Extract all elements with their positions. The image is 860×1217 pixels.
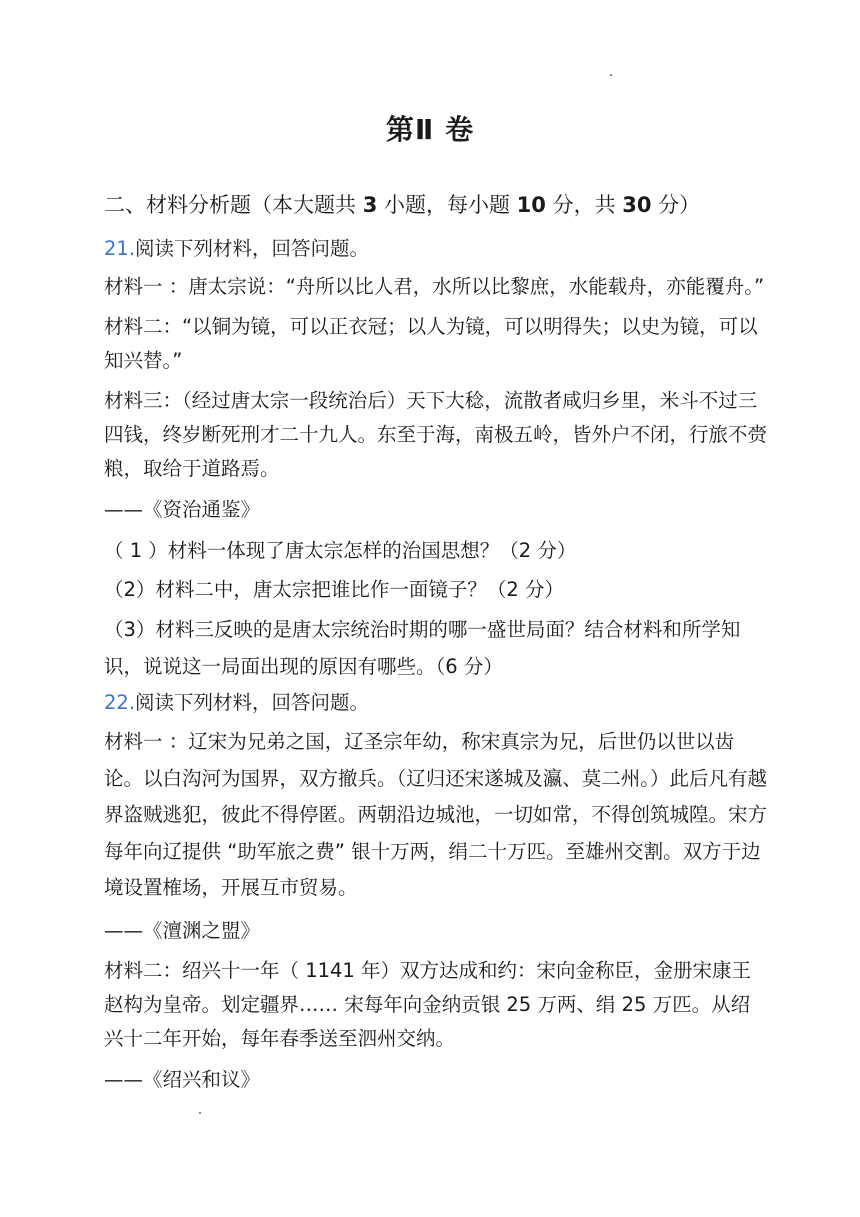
- scan-dot: [199, 1112, 201, 1114]
- question-prompt-text: 阅读下列材料，回答问题。: [135, 691, 370, 714]
- document-body: [104, 188, 769, 1103]
- question-21-prompt: [104, 231, 769, 266]
- q21-subquestion-3: （3）材料三反映的是唐太宗统治时期的哪一盛世局面？结合材料和所学知识，说说这一局面出现的原因有哪些。（6 分）: [104, 618, 741, 678]
- q22-source-1: ——《澶渊之盟》: [104, 918, 261, 942]
- q21-source: ——《资治通鉴》: [104, 498, 261, 521]
- heading-count: 3: [362, 193, 378, 217]
- heading-points-each: 10: [516, 193, 546, 217]
- heading-points-total: 30: [622, 193, 652, 217]
- question-prompt-text: 阅读下列材料，回答问题。: [135, 237, 370, 260]
- q21-material-1: 材料一 ：唐太宗说：“舟所以比人君，水所以比黎庶，水能载舟，亦能覆舟。”: [104, 275, 765, 298]
- heading-text: 二、材料分析题（本大题共: [104, 193, 363, 217]
- q21-subquestion-1: （ 1 ）材料一体现了唐太宗怎样的治国思想？（2 分）: [104, 539, 577, 562]
- section-heading: [104, 188, 769, 223]
- question-number: 22.: [104, 691, 136, 714]
- question-number: 21.: [104, 237, 136, 260]
- heading-text: 分，共: [545, 193, 623, 217]
- q21-material-3: 材料三：（经过唐太宗一段统治后）天下大稔，流散者咸归乡里，米斗不过三四钱，终岁断死刑才二十九人。东至于海，南极五岭，皆外户不闭，行旅不赍粮，取给于道路焉。: [104, 389, 768, 480]
- q22-material-2: 材料二：绍兴十一年（ 1141 年）双方达成和约：宋向金称臣，金册宋康王赵构为皇帝。划定疆界…… 宋每年向金纳贡银 25 万两、绢 25 万匹。从绍兴十二年开始，每年春季送至泗州交纳。: [104, 958, 752, 1050]
- scan-dot: [610, 74, 612, 76]
- q21-material-2: 材料二：“以铜为镜，可以正衣冠；以人为镜，可以明得失；以史为镜，可以知兴替。”: [104, 315, 758, 372]
- q22-source-2: ——《绍兴和议》: [104, 1067, 261, 1091]
- q21-subquestion-2: （2）材料二中，唐太宗把谁比作一面镜子？（2 分）: [104, 578, 565, 601]
- question-22-prompt: [104, 685, 769, 720]
- q22-material-1: 材料一 ：辽宋为兄弟之国，辽圣宗年幼，称宋真宗为兄，后世仍以世以齿论。以白沟河为国界，双方撤兵。（辽归还宋遂城及瀛、莫二州。）此后凡有越界盗贼逃犯，彼此不得停匿。两朝沿边城池，一切如常，不得创筑城隍。宋方每年向辽提供 “助军旅之费” 银十万两，绢二十万匹。至雄州交割。双方于边境设置榷场，开展互市贸易。: [104, 730, 768, 899]
- page-title: 第Ⅱ 卷: [385, 113, 475, 146]
- heading-text: 分）: [651, 193, 701, 217]
- heading-text: 小题，每小题: [377, 193, 517, 217]
